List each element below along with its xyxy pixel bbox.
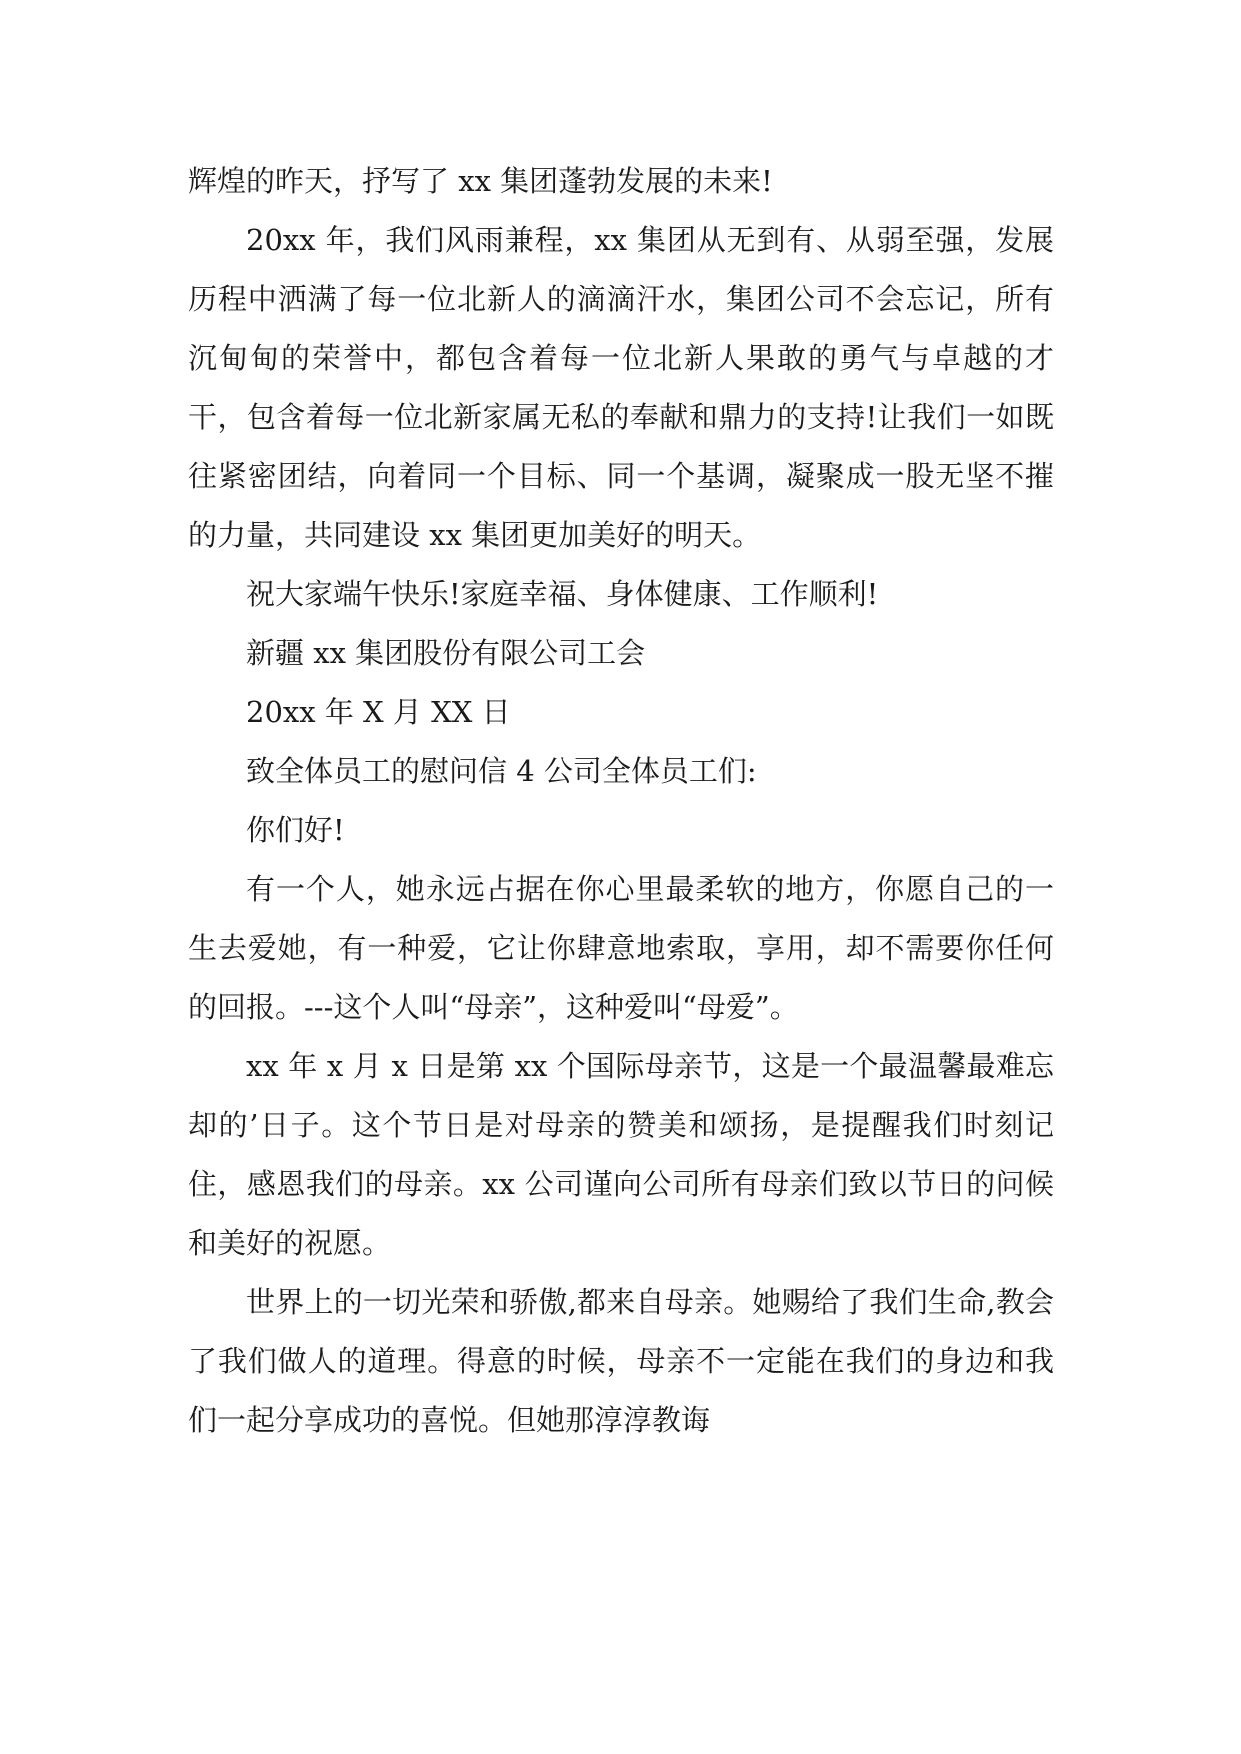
paragraph-mother-gifts: 世界上的一切光荣和骄傲,都来自母亲。她赐给了我们生命,教会了我们做人的道理。得意的时候，母亲不一定能在我们的身边和我们一起分享成功的喜悦。但她那淳淳教诲 <box>188 1285 1054 1437</box>
letter-heading: 致全体员工的慰问信 4 公司全体员工们: <box>246 754 757 788</box>
signature-organization: 新疆 xx 集团股份有限公司工会 <box>246 636 646 670</box>
letter-greeting: 你们好! <box>246 813 345 847</box>
paragraph-continuation: 辉煌的昨天，抒写了 xx 集团蓬勃发展的未来! <box>188 164 773 198</box>
paragraph-mothers-day: xx 年 x 月 x 日是第 xx 个国际母亲节，这是一个最温馨最难忘却的’日子。这个节日是对母亲的赞美和颂扬，是提醒我们时刻记住，感恩我们的母亲。xx 公司谨向公司所有母亲们致以节日的问候和美好的祝愿。 <box>188 1049 1054 1260</box>
paragraph-holiday-wishes: 祝大家端午快乐!家庭幸福、身体健康、工作顺利! <box>246 577 879 611</box>
document-page <box>188 152 1054 1450</box>
paragraph-company-history: 20xx 年，我们风雨兼程，xx 集团从无到有、从弱至强，发展历程中洒满了每一位北新人的滴滴汗水，集团公司不会忘记，所有沉甸甸的荣誉中，都包含着每一位北新人果敢的勇气与卓越的才干，包含着每一位北新家属无私的奉献和鼎力的支持!让我们一如既往紧密团结，向着同一个目标、同一个基调，凝聚成一股无坚不摧的力量，共同建设 xx 集团更加美好的明天。 <box>188 223 1054 552</box>
paragraph-mother-intro: 有一个人，她永远占据在你心里最柔软的地方，你愿自己的一生去爱她，有一种爱，它让你肆意地索取，享用，却不需要你任何的回报。---这个人叫“母亲”，这种爱叫“母爱”。 <box>188 872 1054 1024</box>
signature-date: 20xx 年 X 月 XX 日 <box>246 695 511 729</box>
